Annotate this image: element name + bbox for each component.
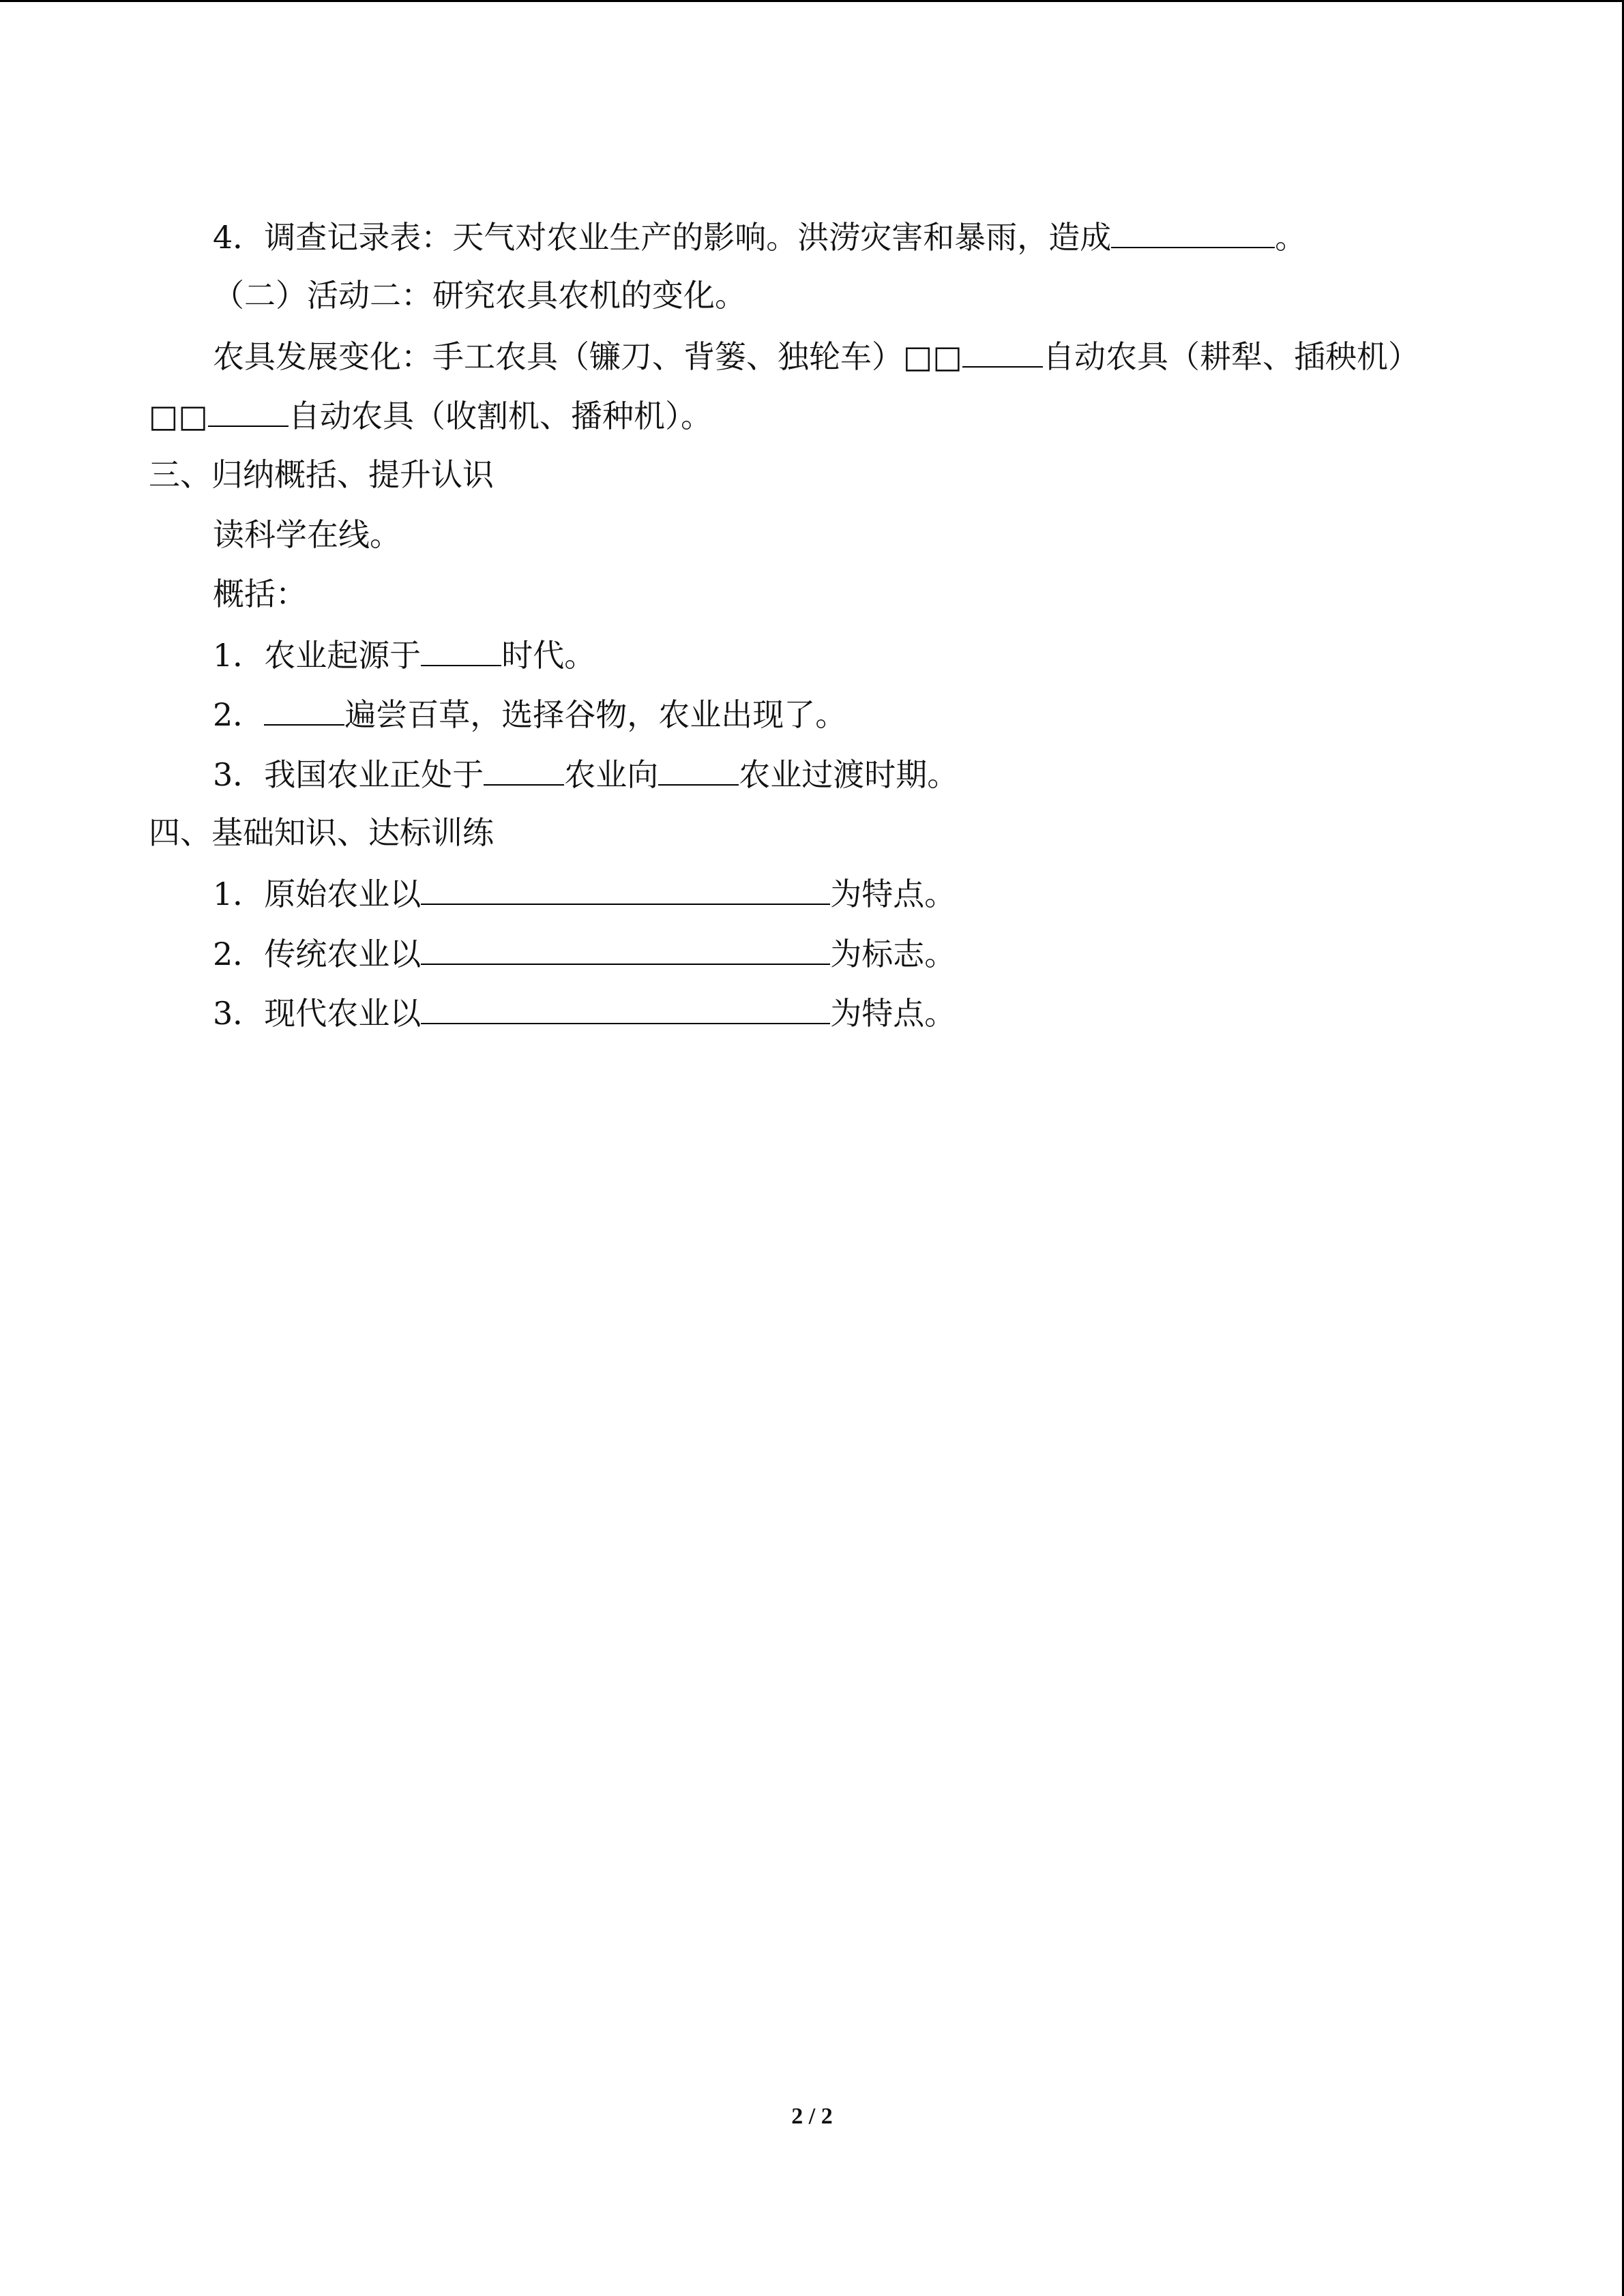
tool-development-line: 农具发展变化：手工农具（镰刀、背篓、独轮车）□□ 自动农具（耕犁、插秧机） — [213, 335, 1419, 377]
summary-item-1: 1．农业起源于 时代。 — [213, 633, 595, 676]
answer-blank[interactable] — [208, 394, 289, 427]
exercise-item-1: 1．原始农业以 为特点。 — [213, 872, 956, 914]
section-4-heading: 四、基础知识、达标训练 — [149, 814, 494, 851]
question-4-weather-record: 4．调查记录表：天气对农业生产的影响。洪涝灾害和暴雨，造成 。 — [213, 215, 1306, 258]
answer-blank[interactable] — [658, 753, 739, 786]
answer-blank[interactable] — [484, 753, 564, 786]
answer-blank[interactable] — [1111, 215, 1275, 248]
exercise-item-3: 3．现代农业以 为特点。 — [213, 992, 956, 1034]
read-science-online: 读科学在线。 — [213, 516, 401, 553]
section-3-heading: 三、归纳概括、提升认识 — [149, 456, 494, 493]
summary-item-2: 2． 遍尝百草，选择谷物，农业出现了。 — [213, 693, 846, 735]
activity-2-heading: （二）活动二：研究农具农机的变化。 — [213, 277, 746, 314]
answer-blank[interactable] — [421, 633, 501, 666]
page-number: 2 / 2 — [791, 2104, 833, 2129]
tool-development-continued: □□ 自动农具（收割机、播种机）。 — [149, 394, 712, 436]
summary-item-3: 3．我国农业正处于 农业向 农业过渡时期。 — [213, 753, 958, 795]
summary-label: 概括： — [213, 576, 307, 612]
answer-blank[interactable] — [421, 992, 830, 1024]
exercise-item-2: 2．传统农业以 为标志。 — [213, 932, 956, 974]
answer-blank[interactable] — [264, 693, 344, 726]
answer-blank[interactable] — [962, 335, 1043, 368]
answer-blank[interactable] — [421, 872, 830, 905]
top-border — [0, 0, 1624, 2]
answer-blank[interactable] — [421, 932, 830, 965]
